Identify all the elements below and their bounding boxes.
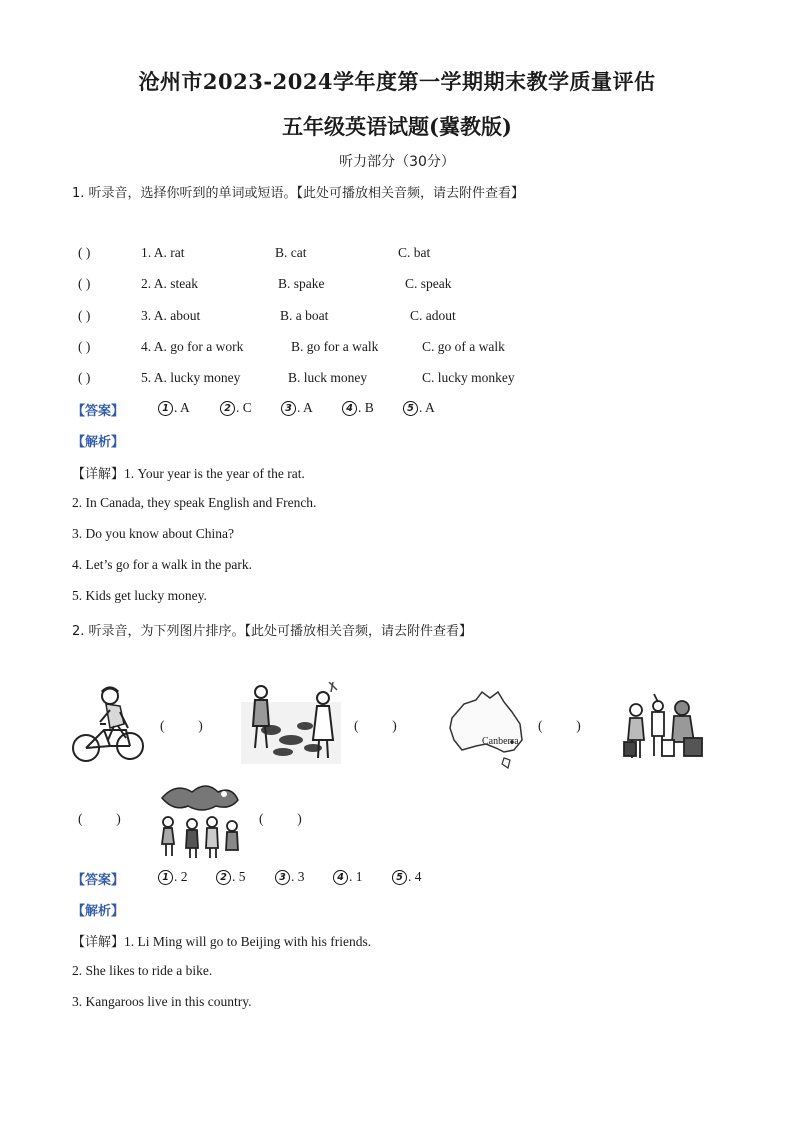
answer-5: 5 . A: [403, 400, 435, 416]
option-b: B. a boat: [280, 308, 329, 323]
answer-blank[interactable]: ( ): [78, 339, 91, 354]
detail-tag: 【详解】: [72, 467, 125, 482]
circled-number: 4: [333, 870, 348, 885]
q1-item-4: [72, 339, 672, 359]
answer-3: 3 . 3: [275, 869, 305, 885]
option-c: C. go of a walk: [422, 339, 505, 354]
answer-3: 3 . A: [281, 400, 313, 416]
option-c: C. speak: [405, 276, 452, 291]
detail-line-2: 2. In Canada, they speak English and French.: [72, 495, 317, 510]
detail-line-1: 【详解】1. Your year is the year of the rat.: [72, 466, 305, 482]
order-blank-5[interactable]: ( ): [259, 811, 302, 826]
detail-line-5: 5. Kids get lucky money.: [72, 588, 207, 603]
canberra-label: Canberra: [482, 736, 519, 747]
detail-line-3: 3. Kangaroos live in this country.: [72, 994, 252, 1009]
answer-5: 5 . 4: [392, 869, 422, 885]
answer-tag: 【答案】: [72, 404, 125, 419]
option-b: B. luck money: [288, 370, 368, 385]
bike-rider-picture: [70, 684, 152, 764]
option-c: C. bat: [398, 245, 431, 260]
option-a: 5. A. lucky money: [141, 370, 241, 385]
option-a: 4. A. go for a work: [141, 339, 244, 354]
option-a: 1. A. rat: [141, 245, 185, 260]
circled-number: 2: [220, 401, 235, 416]
order-blank-2[interactable]: ( ): [354, 718, 397, 733]
answer-blank[interactable]: ( ): [78, 245, 91, 260]
order-blank-3[interactable]: ( ): [538, 718, 581, 733]
answer-blank[interactable]: ( ): [78, 276, 91, 291]
option-a: 3. A. about: [141, 308, 201, 323]
question-1-prompt: 1. 听录音，选择你听到的单词或短语。【此处可播放相关音频，请去附件查看】: [72, 186, 525, 201]
detail-tag: 【详解】: [72, 935, 125, 950]
option-c: C. lucky monkey: [422, 370, 515, 385]
analysis-tag: 【解析】: [72, 904, 125, 919]
q2-answer-line: [72, 869, 672, 889]
detail-line-1: 【详解】1. Li Ming will go to Beijing with his friends.: [72, 934, 372, 950]
analysis-tag: 【解析】: [72, 435, 125, 450]
q1-item-1: [72, 245, 672, 265]
circled-number: 3: [281, 401, 296, 416]
detail-line-3: 3. Do you know about China?: [72, 526, 234, 541]
travel-luggage-picture: [622, 690, 704, 764]
answer-1: 1 . A: [158, 400, 190, 416]
circled-number: 1: [158, 870, 173, 885]
q1-item-5: [72, 370, 672, 390]
australia-map-picture: [446, 688, 526, 772]
answer-1: 1 . 2: [158, 869, 188, 885]
option-a: 2. A. steak: [141, 276, 198, 291]
option-b: B. cat: [275, 245, 307, 260]
friends-pond-picture: [241, 682, 341, 764]
order-blank-4[interactable]: ( ): [78, 811, 121, 826]
detail-line-4: 4. Let’s go for a walk in the park.: [72, 557, 252, 572]
answer-4: 4 . B: [342, 400, 374, 416]
question-2-prompt: 2. 听录音，为下列图片排序。【此处可播放相关音频，请去附件查看】: [72, 624, 473, 639]
answer-blank[interactable]: ( ): [78, 308, 91, 323]
answer-2: 2 . C: [220, 400, 252, 416]
circled-number: 3: [275, 870, 290, 885]
option-b: B. spake: [278, 276, 325, 291]
answer-2: 2 . 5: [216, 869, 246, 885]
circled-number: 2: [216, 870, 231, 885]
option-b: B. go for a walk: [291, 339, 379, 354]
order-blank-1[interactable]: ( ): [160, 718, 203, 733]
section-heading: 听力部分（30分）: [339, 154, 455, 170]
answer-blank[interactable]: ( ): [78, 370, 91, 385]
q1-item-2: [72, 276, 672, 296]
circled-number: 1: [158, 401, 173, 416]
circled-number: 5: [403, 401, 418, 416]
exam-title: 沧州市2023-2024学年度第一学期期末教学质量评估: [138, 69, 656, 94]
q1-answer-line: [72, 400, 672, 420]
circled-number: 4: [342, 401, 357, 416]
q1-item-3: [72, 308, 672, 328]
answer-4: 4 . 1: [333, 869, 363, 885]
option-c: C. adout: [410, 308, 456, 323]
detail-line-2: 2. She likes to ride a bike.: [72, 963, 213, 978]
dragon-dance-picture: [152, 778, 244, 860]
exam-subtitle: 五年级英语试题(冀教版): [282, 114, 512, 139]
circled-number: 5: [392, 870, 407, 885]
answer-tag: 【答案】: [72, 873, 125, 888]
